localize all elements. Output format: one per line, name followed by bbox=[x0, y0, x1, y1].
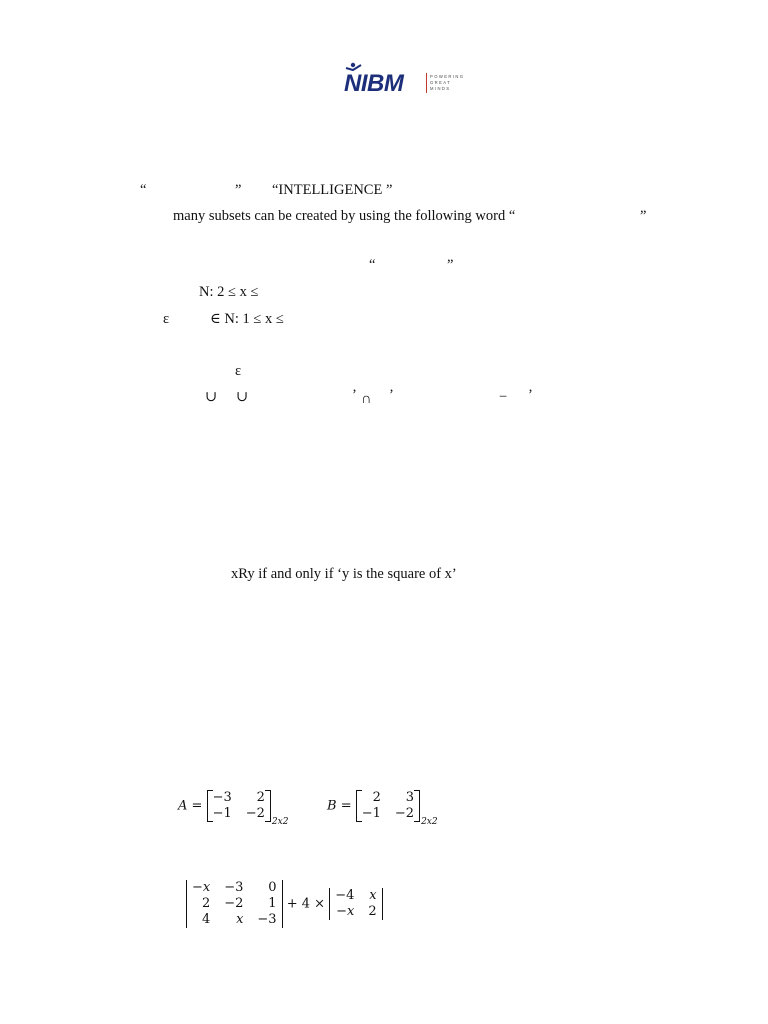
apostrophe: ’ bbox=[389, 387, 394, 403]
union-symbol: ∪ bbox=[205, 389, 218, 405]
minus-symbol: − bbox=[499, 389, 508, 405]
matrix-b bbox=[356, 790, 420, 822]
matrix-cell: −x bbox=[192, 880, 211, 895]
matrix-cell: 2 bbox=[368, 904, 377, 919]
open-quote: “ bbox=[140, 182, 147, 198]
matrix-cell: 4 bbox=[201, 912, 211, 927]
operator: + 4 × bbox=[286, 896, 326, 912]
intersection-symbol: ∩ bbox=[361, 391, 372, 407]
matrix-cell: 3 bbox=[405, 790, 415, 805]
matrix-b-equation: B = 2 3 −1 −2 $_{2x2}$ bbox=[327, 790, 438, 827]
matrix-cell: −3 bbox=[224, 880, 244, 895]
open-quote: “ bbox=[369, 257, 376, 273]
set-condition-a: N: 2 ≤ x ≤ bbox=[199, 284, 259, 300]
relation-definition: xRy if and only if ‘y is the square of x’ bbox=[231, 566, 457, 582]
close-quote: ” bbox=[640, 208, 647, 224]
matrix-a-name: A bbox=[178, 798, 188, 814]
matrix-cell: −3 bbox=[212, 790, 232, 805]
matrix-cell: −3 bbox=[257, 912, 277, 927]
matrix-b-name: B bbox=[327, 798, 337, 814]
matrix-cell: −1 bbox=[361, 806, 381, 821]
matrix-b-size: 2x2 bbox=[421, 816, 438, 827]
matrix-cell: 0 bbox=[268, 880, 277, 895]
epsilon-symbol: ε bbox=[235, 363, 242, 379]
set-condition-b: ∈ N: 1 ≤ x ≤ bbox=[210, 311, 284, 327]
union-symbol: ∪ bbox=[236, 389, 249, 405]
close-quote: ” bbox=[235, 182, 242, 198]
matrix-a-equation: A = −3 2 −1 −2 $_{2x2}$ bbox=[178, 790, 289, 827]
matrix-cell: x bbox=[369, 888, 377, 903]
epsilon-symbol: ε bbox=[163, 311, 170, 327]
matrix-cell: x bbox=[236, 912, 244, 927]
matrix-a-size: 2x2 bbox=[271, 816, 289, 827]
matrix-cell: −1 bbox=[212, 806, 232, 821]
logo-wordmark: NIBM bbox=[344, 70, 404, 97]
matrix-cell: 1 bbox=[268, 896, 277, 911]
logo-divider bbox=[426, 73, 427, 93]
apostrophe: ’ bbox=[352, 387, 357, 403]
subsets-question: many subsets can be created by using the following word “ bbox=[173, 208, 516, 224]
apostrophe: ’ bbox=[528, 387, 533, 403]
matrix-cell: 2 bbox=[201, 896, 211, 911]
logo-tagline: POWERING GREAT MINDS bbox=[430, 74, 465, 91]
determinant-2x2 bbox=[329, 888, 382, 920]
determinant-expression bbox=[186, 880, 383, 928]
matrix-cell: −2 bbox=[394, 806, 415, 821]
matrix-cell: −2 bbox=[245, 806, 265, 821]
matrix-cell: −4 bbox=[335, 888, 355, 903]
matrix-a bbox=[207, 790, 271, 822]
matrix-cell: −x bbox=[336, 904, 355, 919]
matrix-cell: −2 bbox=[224, 896, 244, 911]
determinant-3x3 bbox=[186, 880, 283, 928]
matrix-cell: 2 bbox=[372, 790, 381, 805]
close-quote: ” bbox=[447, 257, 454, 273]
matrix-cell: 2 bbox=[256, 790, 265, 805]
quoted-word: “INTELLIGENCE ” bbox=[272, 182, 393, 198]
